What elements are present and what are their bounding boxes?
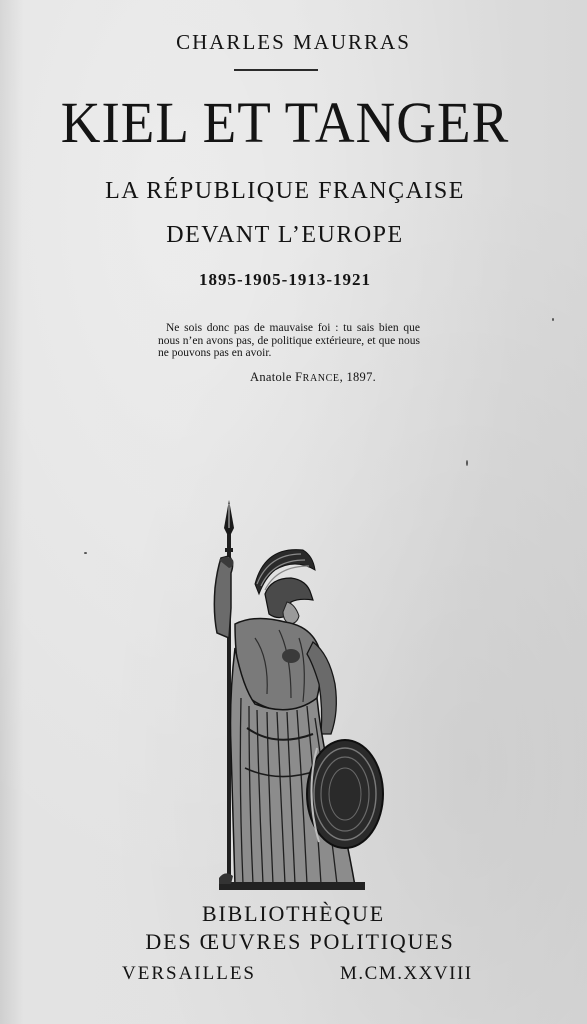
divider-rule (234, 69, 318, 71)
paper-speck (84, 552, 87, 554)
publication-date: M.CM.XXVIII (340, 963, 473, 984)
attribution-first-name: Anatole (250, 370, 292, 384)
book-title: KIEL ET TANGER (60, 90, 510, 155)
shield-icon (307, 740, 383, 848)
author-name: CHARLES MAURRAS (176, 30, 411, 54)
paper-speck (466, 460, 468, 466)
publication-place: VERSAILLES (122, 963, 256, 984)
attribution-year: 1897. (346, 370, 377, 384)
subtitle-line-1: LA RÉPUBLIQUE FRANÇAISE (105, 178, 465, 204)
athena-emblem-icon (195, 498, 390, 893)
attribution-last-initial: F (295, 370, 303, 384)
publisher-line-2: DES ŒUVRES POLITIQUES (145, 929, 455, 954)
epigraph-attribution: Anatole FRANCE, 1897. (250, 370, 377, 384)
subtitle-line-2: DEVANT L’EUROPE (166, 222, 404, 248)
publisher-line-1: BIBLIOTHÈQUE (202, 901, 385, 926)
epigraph-text: Ne sois donc pas de mauvaise foi : tu sais bien que nous n’en avons pas, de politique extérieure, et que nous ne pouvons pas en avoir. (158, 322, 420, 360)
paper-speck (552, 318, 554, 321)
attribution-last-name: FRANCE (295, 370, 340, 384)
years-line: 1895-1905-1913-1921 (199, 270, 371, 289)
